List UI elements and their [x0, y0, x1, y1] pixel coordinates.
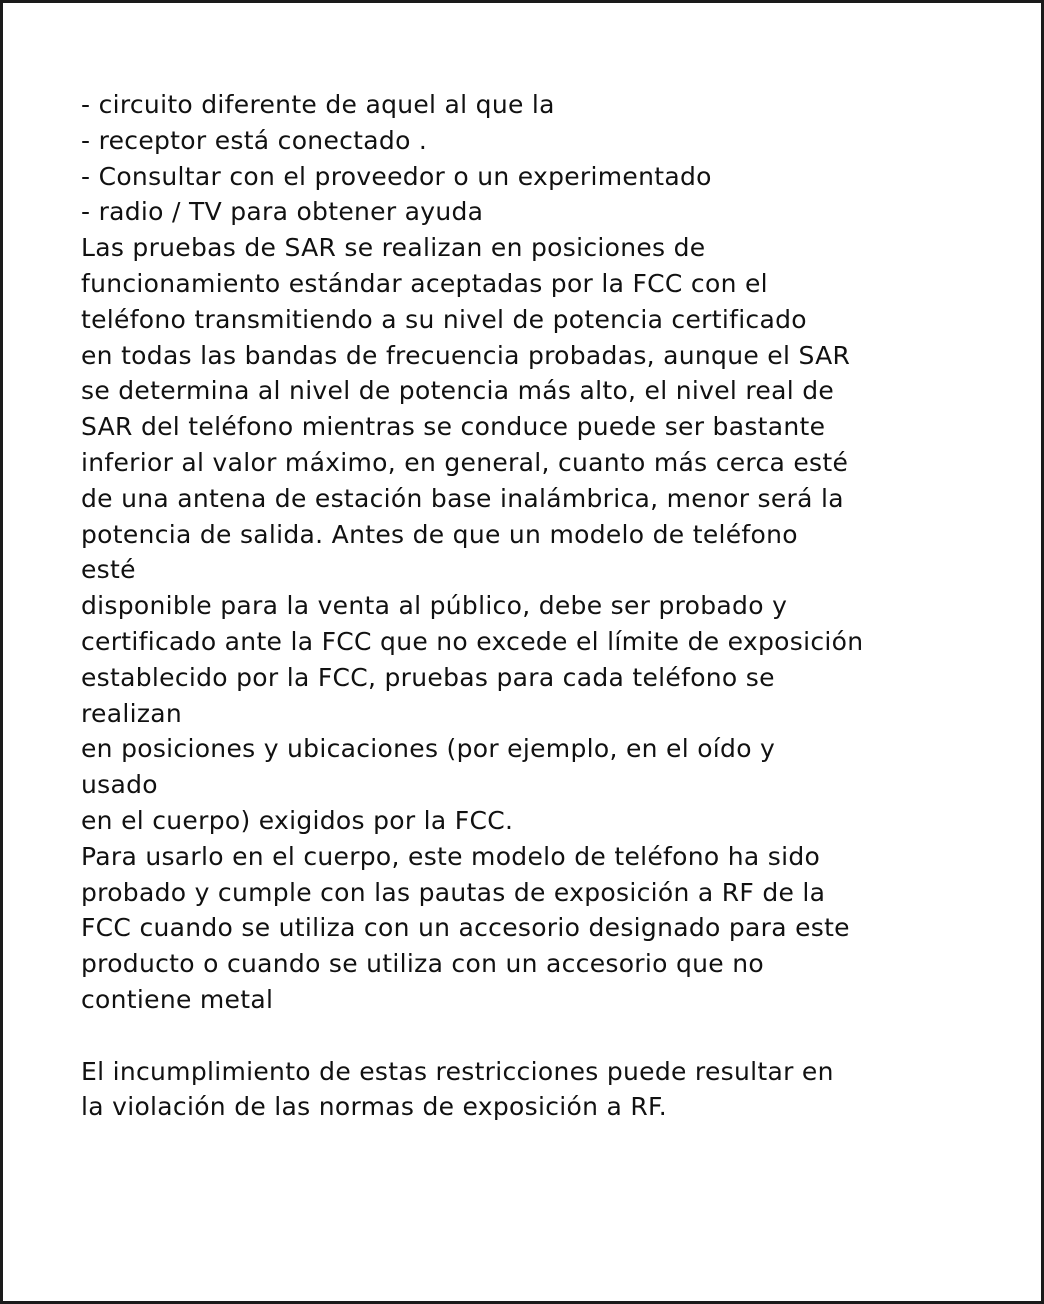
text-line-8: en todas las bandas de frecuencia probadas, aunque el SAR [81, 340, 851, 370]
text-line-16: certificado ante la FCC que no excede el límite de exposición [81, 626, 864, 656]
text-line-14: esté [81, 555, 136, 585]
text-line-26: contiene metal [81, 984, 274, 1014]
text-line-13: potencia de salida. Antes de que un modelo de teléfono [81, 519, 798, 549]
text-line-15: disponible para la venta al público, debe ser probado y [81, 591, 788, 621]
text-line-10: SAR del teléfono mientras se conduce puede ser bastante [81, 412, 826, 442]
text-line-1: - circuito diferente de aquel al que la [81, 90, 555, 119]
text-line-5: Las pruebas de SAR se realizan en posiciones de [81, 233, 706, 263]
text-line-24: FCC cuando se utiliza con un accesorio designado para este [81, 913, 850, 943]
text-line-11: inferior al valor máximo, en general, cuanto más cerca esté [81, 447, 849, 477]
paragraph-gap [81, 1018, 981, 1054]
text-line-6: funcionamiento estándar aceptadas por la FCC con el [81, 268, 768, 298]
text-line-9: se determina al nivel de potencia más alto, el nivel real de [81, 376, 835, 406]
text-line-23: probado y cumple con las pautas de exposición a RF de la [81, 877, 826, 907]
text-line-4: - radio / TV para obtener ayuda [81, 197, 484, 227]
text-line-27: El incumplimiento de estas restricciones puede resultar en [81, 1056, 834, 1086]
text-line-17: establecido por la FCC, pruebas para cada teléfono se [81, 662, 775, 692]
text-line-2: - receptor está conectado . [81, 125, 428, 155]
text-line-28: la violación de las normas de exposición a RF. [81, 1092, 667, 1122]
text-line-20: usado [81, 770, 158, 800]
text-line-3: - Consultar con el proveedor o un experimentado [81, 161, 712, 191]
text-line-12: de una antena de estación base inalámbrica, menor será la [81, 483, 844, 513]
text-line-25: producto o cuando se utiliza con un accesorio que no [81, 949, 764, 979]
document-text [81, 87, 981, 1125]
text-line-22: Para usarlo en el cuerpo, este modelo de teléfono ha sido [81, 841, 821, 871]
text-line-18: realizan [81, 698, 183, 728]
text-line-21: en el cuerpo) exigidos por la FCC. [81, 805, 514, 835]
text-line-19: en posiciones y ubicaciones (por ejemplo, en el oído y [81, 734, 776, 764]
text-line-7: teléfono transmitiendo a su nivel de potencia certificado [81, 304, 807, 334]
